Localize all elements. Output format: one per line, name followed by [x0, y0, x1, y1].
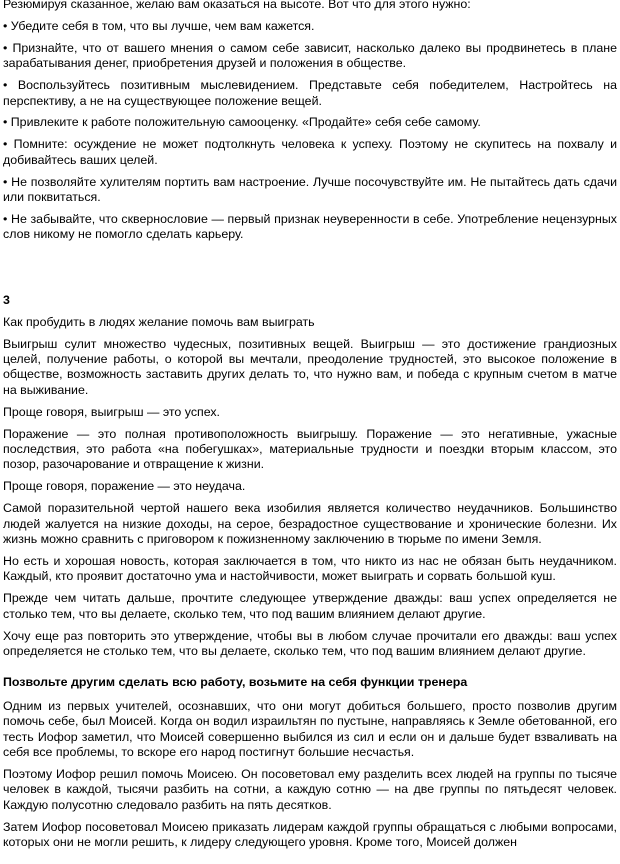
- intro-paragraph: Резюмируя сказанное, желаю вам оказаться на высоте. Вот что для этого нужно:: [3, 0, 471, 11]
- bullet-item: • Воспользуйтесь позитивным мыслевидением. Представьте себя победителем, Настройтесь на перспективу, а не на существующее положение вещей.: [3, 78, 617, 108]
- chapter-paragraph: Хочу еще раз повторить это утверждение, чтобы вы в любом случае прочитали его дважды: ваш успех определяется не столько тем, что вы делаете, сколько тем, что под вашим влиянием делают другие.: [3, 628, 617, 658]
- chapter-number: 3: [3, 293, 10, 308]
- section-paragraph: Поэтому Иофор решил помочь Моисею. Он посоветовал ему разделить всех людей на группы по тысяче человек в каждой, тысячи разбить на сотни, а каждую сотню — на две группы по пятьдесят человек. Каждую полусотню следовало разбить на пять десятков.: [3, 766, 617, 812]
- bullet-item: • Убедите себя в том, что вы лучше, чем вам кажется.: [3, 18, 315, 33]
- section-heading: Позвольте другим сделать всю работу, возьмите на себя функции тренера: [3, 675, 468, 690]
- bullet-item: • Помните: осуждение не может подтолкнуть человека к успеху. Поэтому не скупитесь на похвалу и добивайтесь ваших целей.: [3, 137, 617, 167]
- chapter-paragraph: Проще говоря, выигрыш — это успех.: [3, 404, 220, 419]
- section-paragraph: Одним из первых учителей, осознавших, что они могут добиться большего, просто позволив другим помочь себе, был Моисей. Когда он водил израильтян по пустыне, направляясь к Земле обетованной, его тесть Иофор заметил, что Моисей совершенно выбился из сил и если он и дальше будет взваливать на себя все проблемы, то вскоре его народ постигнут большие несчастья.: [3, 698, 617, 760]
- chapter-paragraph: Выигрыш сулит множество чудесных, позитивных вещей. Выигрыш — это достижение грандиозных целей, получение работы, о которой вы мечтали, преодоление трудностей, это высокое положение в обществе, возможность заставить других делать то, что нужно вам, и победа с крупным счетом в матче на выживание.: [3, 336, 617, 397]
- chapter-title: Как пробудить в людях желание помочь вам выиграть: [3, 314, 315, 329]
- chapter-paragraph: Проще говоря, поражение — это неудача.: [3, 479, 246, 494]
- bullet-item: • Не позволяйте хулителям портить вам настроение. Лучше посочувствуйте им. Не пытайтесь дать сдачи или поквитаться.: [3, 174, 617, 205]
- text-column: [3, 0, 617, 857]
- bullet-item: • Не забывайте, что сквернословие — первый признак неуверенности в себе. Употребление нецензурных слов никому не помогло сделать карьеру.: [3, 211, 617, 242]
- bullet-item: • Признайте, что от вашего мнения о самом себе зависит, насколько далеко вы продвинетесь в плане зарабатывания денег, приобретения друзей и положения в обществе.: [3, 40, 617, 71]
- section-paragraph: Затем Иофор посоветовал Моисею приказать лидерам каждой группы обращаться с любыми вопросами, которых они не могли решить, к лидеру следующего уровня. Кроме того, Моисей должен: [3, 819, 617, 850]
- chapter-paragraph: Прежде чем читать дальше, прочтите следующее утверждение дважды: ваш успех определяется не столько тем, что вы делаете, сколько тем, что под вашим влиянием делают другие.: [3, 591, 617, 621]
- chapter-paragraph: Самой поразительной чертой нашего века изобилия является количество неудачников. Большинство людей жалуется на низкие доходы, на серое, безрадостное существование и хронические болезни. Их жизнь можно сравнить с приговором к пожизненному заключению в тюрьме по имени Земля.: [3, 501, 617, 547]
- section-gap: [3, 249, 617, 293]
- chapter-paragraph: Но есть и хорошая новость, которая заключается в том, что никто из нас не обязан быть неудачником. Каждый, кто проявит достаточно ума и настойчивости, может выиграть и сорвать большой куш.: [3, 553, 617, 584]
- bullet-item: • Привлеките к работе положительную самооценку. «Продайте» себя себе самому.: [3, 115, 481, 130]
- chapter-paragraph: Поражение — это полная противоположность выигрышу. Поражение — это негативные, ужасные последствия, это работа «на побегушках», материальные трудности и поездки вторым классом, это позор, разочарование и отвращение к жизни.: [3, 426, 617, 472]
